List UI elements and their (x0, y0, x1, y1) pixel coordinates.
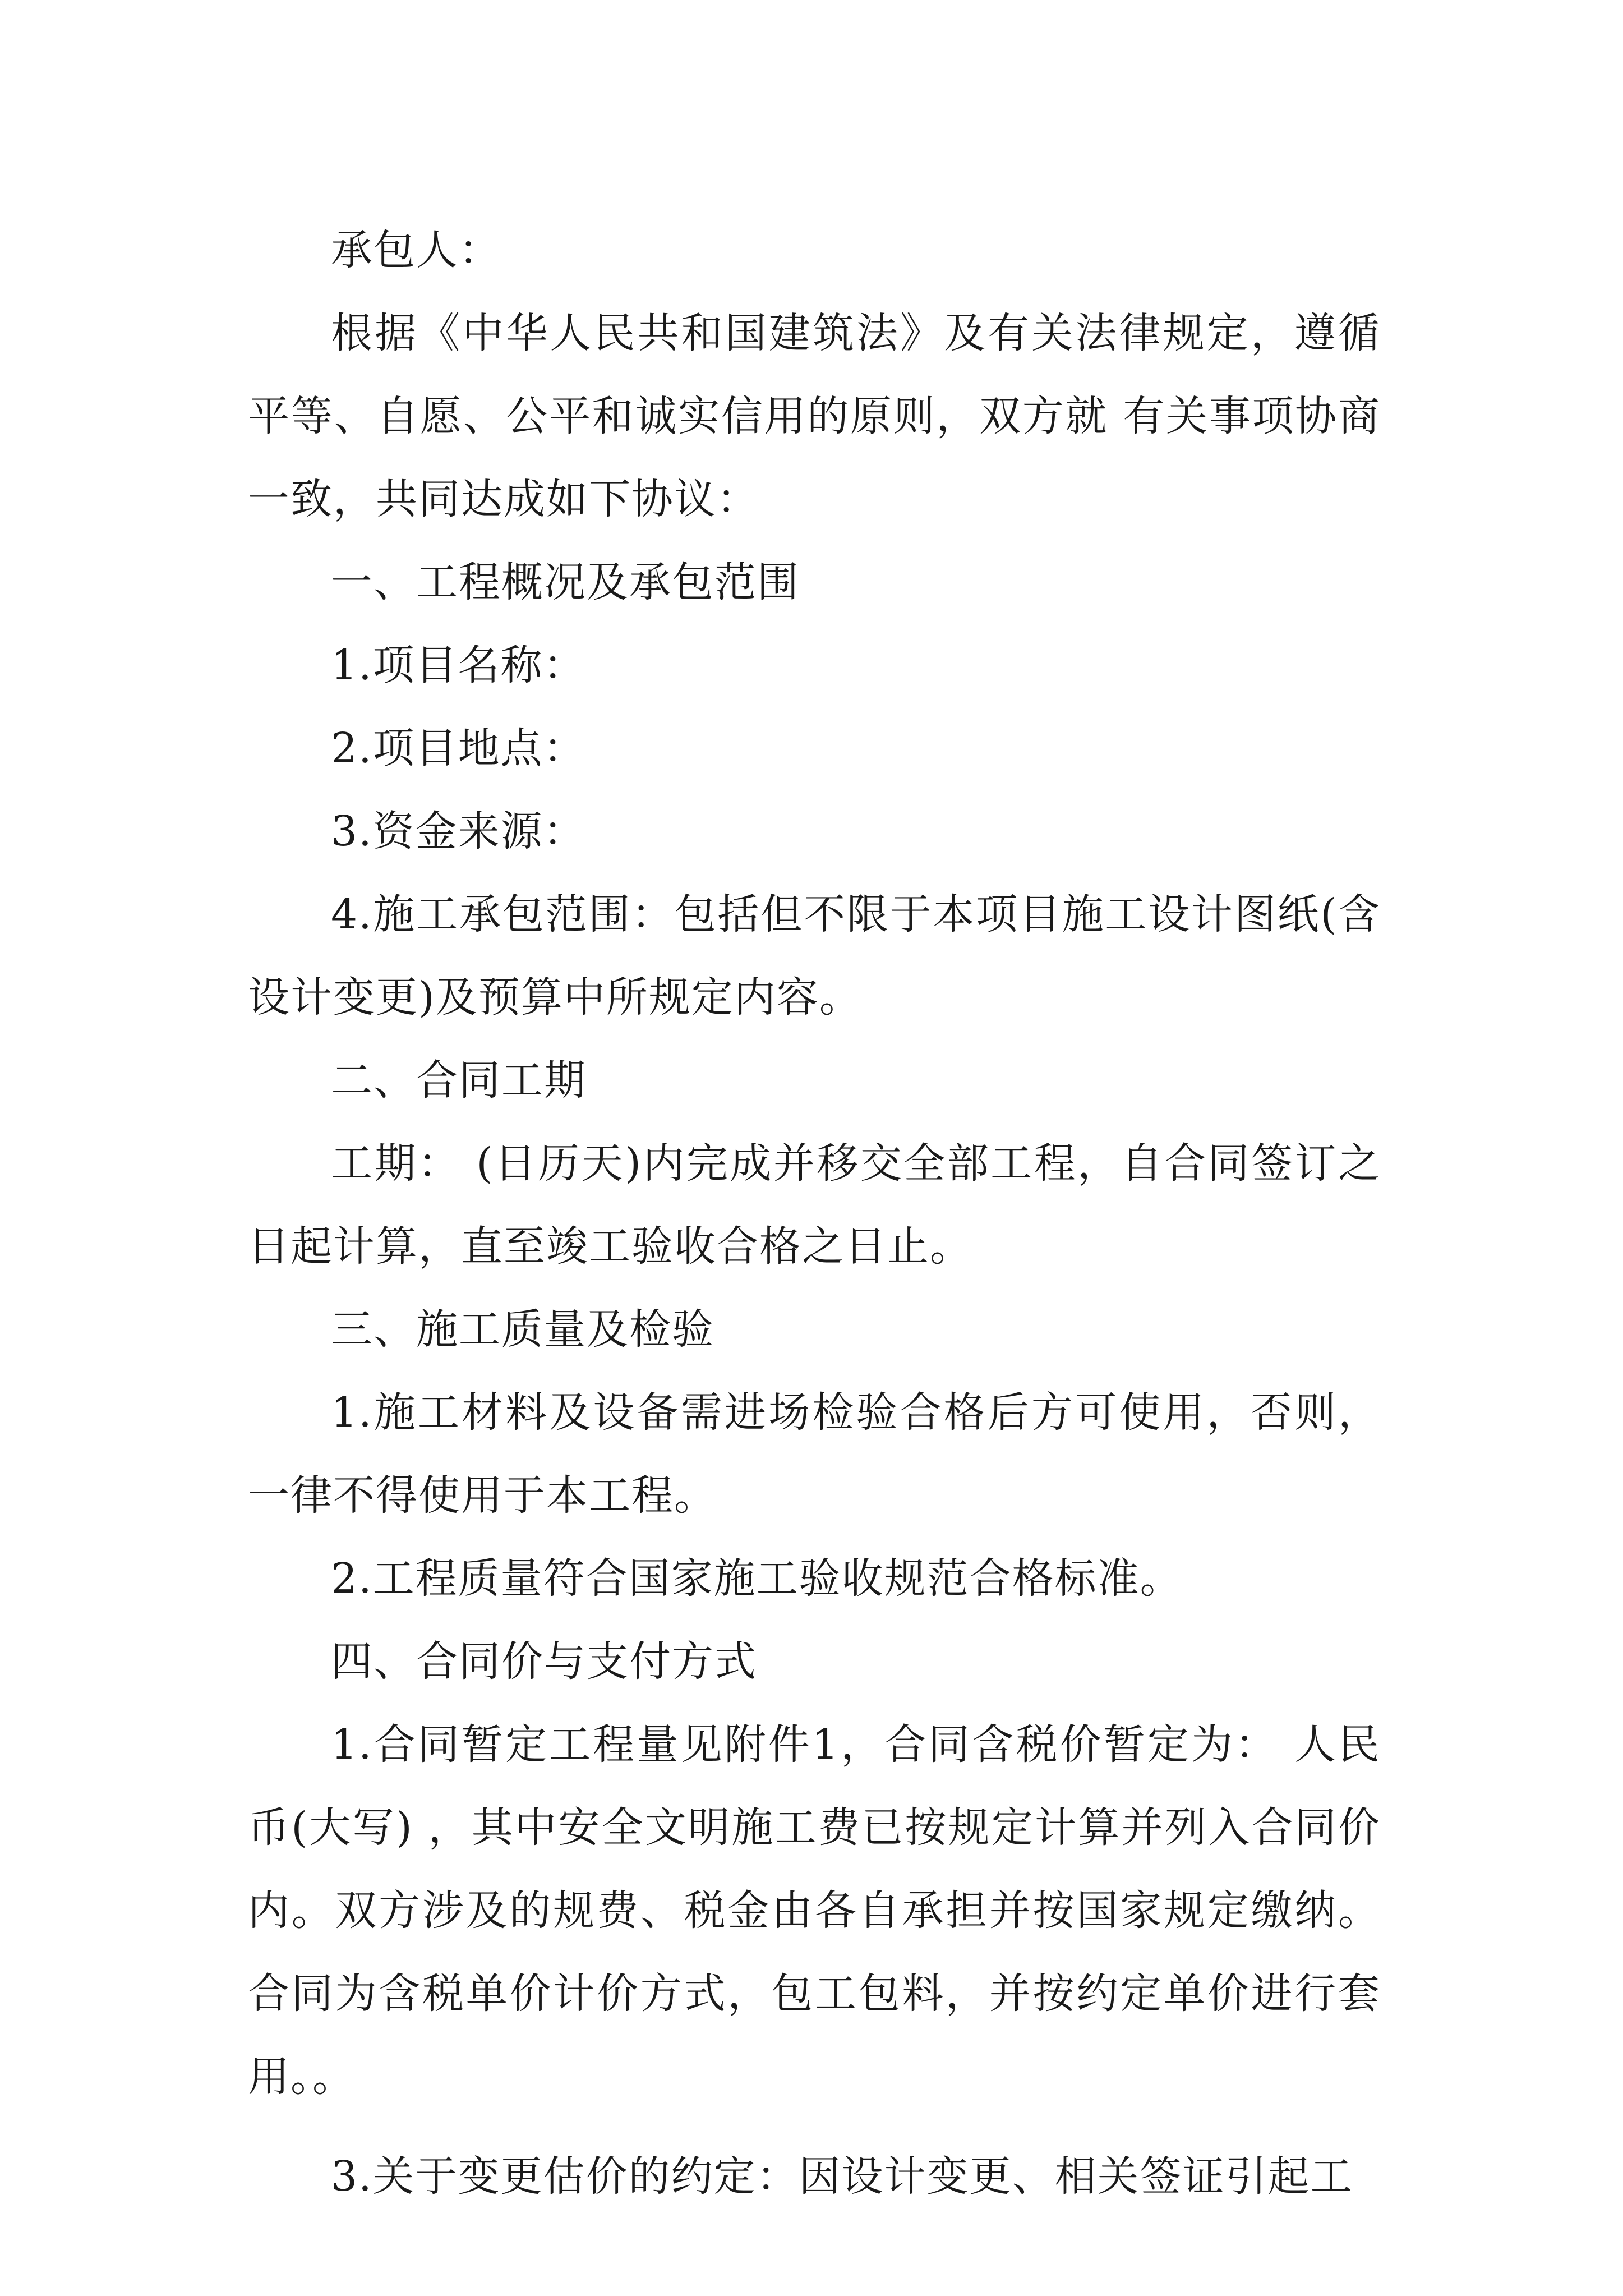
heading-section-4: 四、合同价与支付方式 (331, 1637, 757, 1686)
paragraph-contractor: 承包人： (331, 226, 501, 274)
paragraph-quality-standard: 2.工程质量符合国家施工验收规范合格标准。 (331, 1554, 1183, 1603)
paragraph-contract-price: 1.合同暂定工程量见附件1，合同含税价暂定为： 人民币(大写) ，其中安全文明施工费已按规定计算并列入合同价内。双方涉及的规费、税金由各自承担并按国家规定缴纳。合同为含税单价计价方式，包工包料，并按约定单价进行套用。。 (248, 1720, 1381, 2101)
paragraph-materials-inspection: 1.施工材料及设备需进场检验合格后方可使用，否则，一律不得使用于本工程。 (248, 1388, 1381, 1520)
paragraph-duration: 工期： (日历天)内完成并移交全部工程，自合同签订之日起计算，直至竣工验收合格之日止。 (248, 1139, 1381, 1271)
paragraph-variation-valuation: 3.关于变更估价的约定：因设计变更、相关签证引起工 (331, 2152, 1353, 2201)
heading-section-1: 一、工程概况及承包范围 (331, 558, 800, 606)
paragraph-project-name: 1.项目名称： (331, 641, 586, 689)
document-body (248, 209, 1381, 2218)
paragraph-project-location: 2.项目地点： (331, 724, 586, 772)
heading-section-3: 三、施工质量及检验 (331, 1305, 714, 1354)
paragraph-preamble: 根据《中华人民共和国建筑法》及有关法律规定，遵循平等、自愿、公平和诚实信用的原则，双方就 有关事项协商一致，共同达成如下协议： (248, 309, 1381, 523)
paragraph-contract-scope: 4.施工承包范围：包括但不限于本项目施工设计图纸(含设计变更)及预算中所规定内容。 (248, 890, 1381, 1022)
heading-section-2: 二、合同工期 (331, 1056, 587, 1105)
paragraph-funding-source: 3.资金来源： (331, 807, 586, 855)
